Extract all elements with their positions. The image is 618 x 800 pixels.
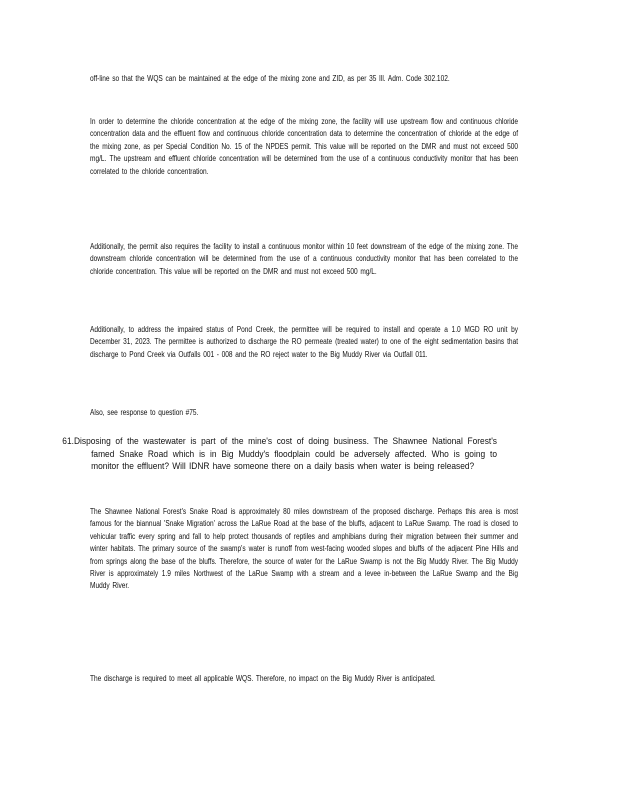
paragraph-mixing-zone-compliance: off-line so that the WQS can be maintained at the edge of the mixing zone and ZID, as per 35 Ill. Adm. Code 302.102. — [90, 74, 450, 83]
question-number: 61. — [62, 436, 74, 446]
paragraph-chloride-determination: In order to determine the chloride concentration at the edge of the mixing zone, the facility will use upstream flow and continuous chloride concentration data and the effluent flow and continuous chloride concentration data to determine the concentration of chloride at the edge of the mixing zone, as per Special Condition No. 15 of the NPDES permit. This value will be reported on the DMR and must not exceed 500 mg/L. The upstream and effluent chloride concentration will be determined from the use of a continuous conductivity monitor that has been correlated to the chloride concentration. — [90, 117, 519, 176]
paragraph-ro-unit: Additionally, to address the impaired status of Pond Creek, the permittee will be required to install and operate a 1.0 MGD RO unit by December 31, 2023. The permittee is authorized to discharge the RO permeate (treated water) to one of the eight sedimentation basins that discharge to Pond Creek via Outfalls 001 - 008 and the RO reject water to the Big Muddy River via Outfall 011. — [90, 325, 519, 359]
question-61 — [62, 435, 497, 473]
question-text: Disposing of the wastewater is part of the mine's cost of doing business. The Shawnee National Forest's famed Snake Road which is in Big Muddy's floodplain could be adversely affected. Who is going to monitor the effluent? Will IDNR have someone there on a daily basis when water is being released? — [74, 436, 497, 472]
answer-no-impact: The discharge is required to meet all applicable WQS. Therefore, no impact on the Big Muddy River is anticipated. — [90, 674, 436, 683]
paragraph-downstream-monitor: Additionally, the permit also requires the facility to install a continuous monitor within 10 feet downstream of the edge of the mixing zone. The downstream chloride concentration will be determined from the use of a continuous conductivity monitor that has been correlated to the chloride concentration. This value will be reported on the DMR and must not exceed 500 mg/L. — [90, 242, 519, 276]
paragraph-see-response: Also, see response to question #75. — [90, 408, 199, 417]
answer-snake-road: The Shawnee National Forest's Snake Road is approximately 80 miles downstream of the proposed discharge. Perhaps this area is most famous for the biannual 'Snake Migration' across the LaRue Road at the base of the bluffs, adjacent to LaRue Swamp. The road is closed to vehicular traffic every spring and fall to help protect thousands of reptiles and amphibians during their migration between their summer and winter habitats. The primary source of the swamp's water is runoff from west-facing wooded slopes and bluffs of the adjacent Pine Hills and from springs along the base of the bluffs. Therefore, the source of water for the LaRue Swamp is not the Big Muddy River. The Big Muddy River is approximately 1.9 miles Northwest of the LaRue Swamp with a stream and a levee in-between the LaRue Swamp and the Big Muddy River. — [90, 507, 519, 591]
